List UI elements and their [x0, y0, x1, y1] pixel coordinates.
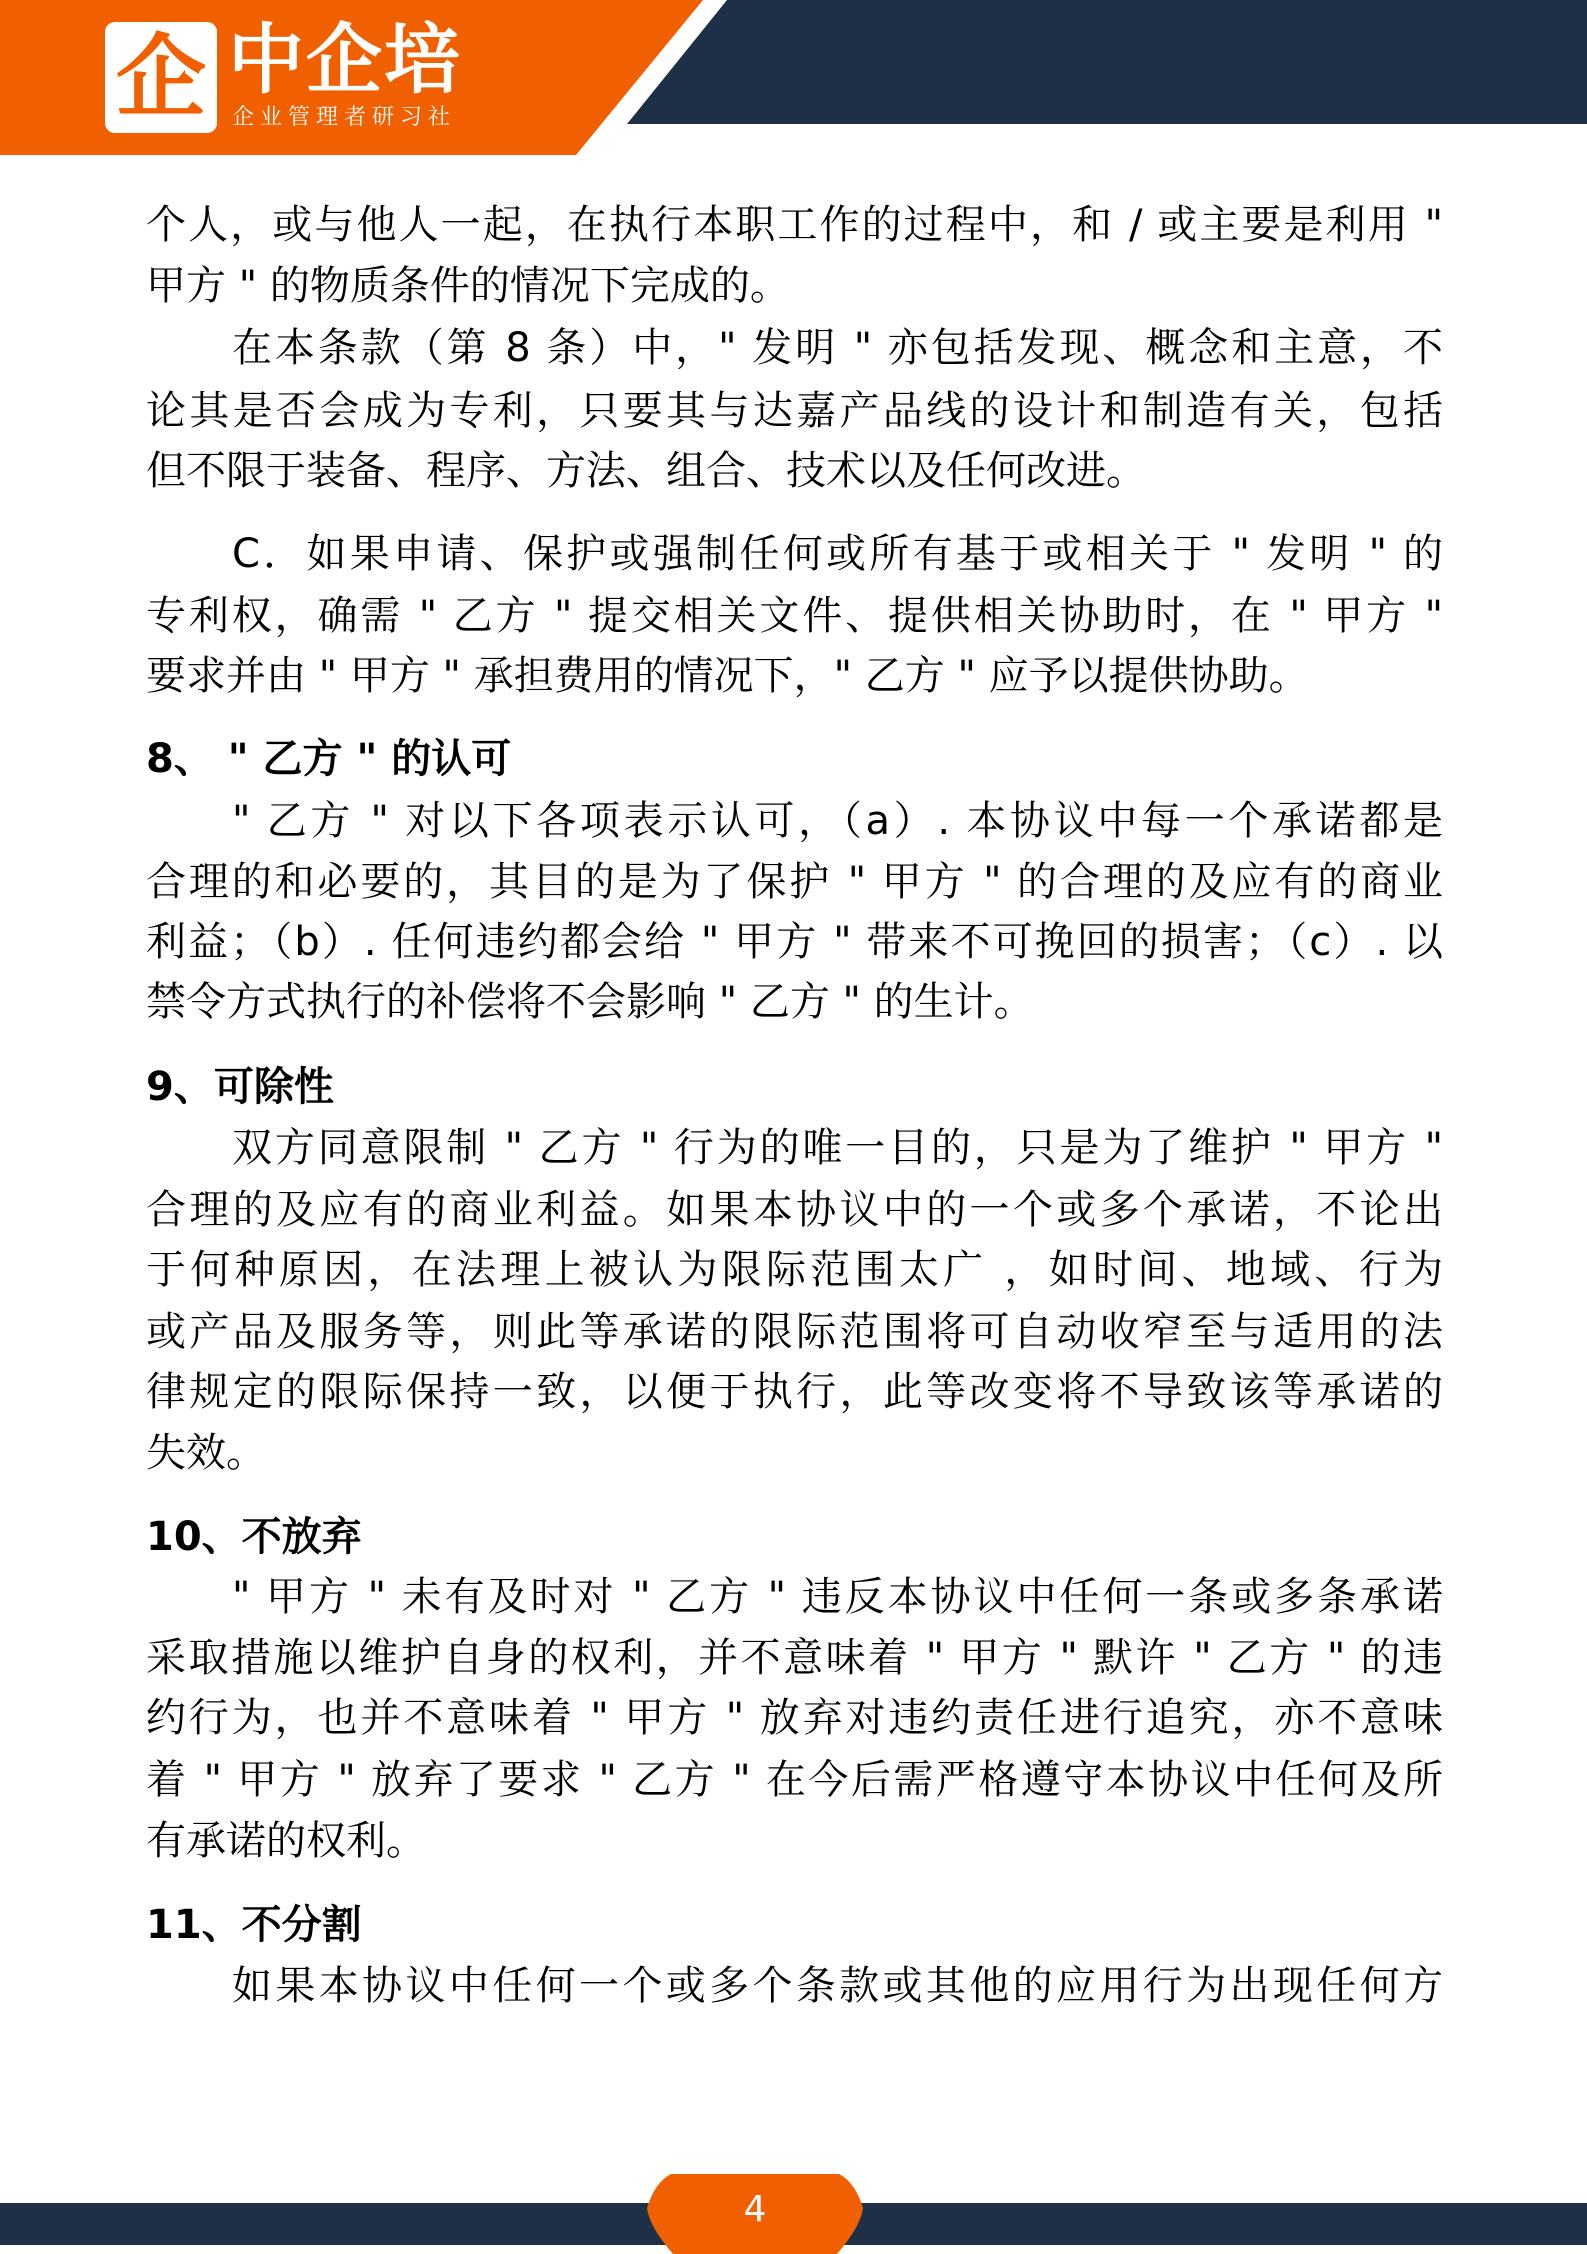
text-line: " 乙方 " 对以下各项表示认可，（a）. 本协议中每一个承诺都是: [232, 798, 1443, 844]
text-line: 或产品及服务等，则此等承诺的限际范围将可自动收窄至与适用的法: [146, 1309, 1443, 1355]
brand-name: 中企培: [228, 15, 462, 104]
text-line: 如果本协议中任何一个或多个条款或其他的应用行为出现任何方: [232, 1963, 1443, 2009]
section-heading-8: 8、 " 乙方 " 的认可: [146, 736, 512, 782]
text-line: 于何种原因，在法理上被认为限际范围太广 ，如时间、地域、行为: [146, 1247, 1443, 1293]
text-line: 约行为，也并不意味着 " 甲方 " 放弃对违约责任进行追究，亦不意味: [146, 1695, 1443, 1741]
text-line: 采取措施以维护自身的权利，并不意味着 " 甲方 " 默许 " 乙方 " 的违: [146, 1635, 1443, 1681]
brand-tagline: 企业管理者研习社: [232, 105, 457, 130]
text-line: 合理的及应有的商业利益。如果本协议中的一个或多个承诺，不论出: [146, 1187, 1443, 1233]
section-heading-10: 10、不放弃: [146, 1514, 362, 1560]
text-line: 要求并由 " 甲方 " 承担费用的情况下，" 乙方 " 应予以提供协助。: [146, 653, 1309, 699]
text-line: 双方同意限制 " 乙方 " 行为的唯一目的，只是为了维护 " 甲方 ": [232, 1125, 1443, 1171]
section-heading-9: 9、可除性: [146, 1064, 334, 1110]
text-line: " 甲方 " 未有及时对 " 乙方 " 违反本协议中任何一条或多条承诺: [232, 1574, 1443, 1620]
text-line: C．如果申请、保护或强制任何或所有基于或相关于 " 发明 " 的: [232, 531, 1443, 577]
text-line: 专利权，确需 " 乙方 " 提交相关文件、提供相关协助时，在 " 甲方 ": [146, 593, 1443, 639]
text-line: 利益；（b）. 任何违约都会给 " 甲方 " 带来不可挽回的损害；（c）. 以: [146, 919, 1443, 965]
text-line: 论其是否会成为专利，只要其与达嘉产品线的设计和制造有关，包括: [146, 388, 1443, 434]
text-line: 着 " 甲方 " 放弃了要求 " 乙方 " 在今后需严格遵守本协议中任何及所: [146, 1757, 1443, 1803]
text-line: 失效。: [146, 1430, 266, 1476]
text-line: 但不限于装备、程序、方法、组合、技术以及任何改进。: [146, 448, 1146, 494]
logo-icon: 企: [116, 24, 206, 130]
text-line: 在本条款（第 8 条）中，" 发明 " 亦包括发现、概念和主意，不: [232, 325, 1443, 371]
text-line: 个人，或与他人一起，在执行本职工作的过程中，和 / 或主要是利用 ": [146, 202, 1443, 248]
text-line: 禁令方式执行的补偿将不会影响 " 乙方 " 的生计。: [146, 979, 1034, 1025]
section-heading-11: 11、不分割: [146, 1902, 362, 1948]
text-line: 律规定的限际保持一致，以便于执行，此等改变将不导致该等承诺的: [146, 1369, 1443, 1415]
text-line: 合理的和必要的，其目的是为了保护 " 甲方 " 的合理的及应有的商业: [146, 859, 1443, 905]
text-line: 有承诺的权利。: [146, 1818, 426, 1864]
page-number: 4: [743, 2189, 767, 2230]
text-line: 甲方 " 的物质条件的情况下完成的。: [146, 263, 790, 309]
